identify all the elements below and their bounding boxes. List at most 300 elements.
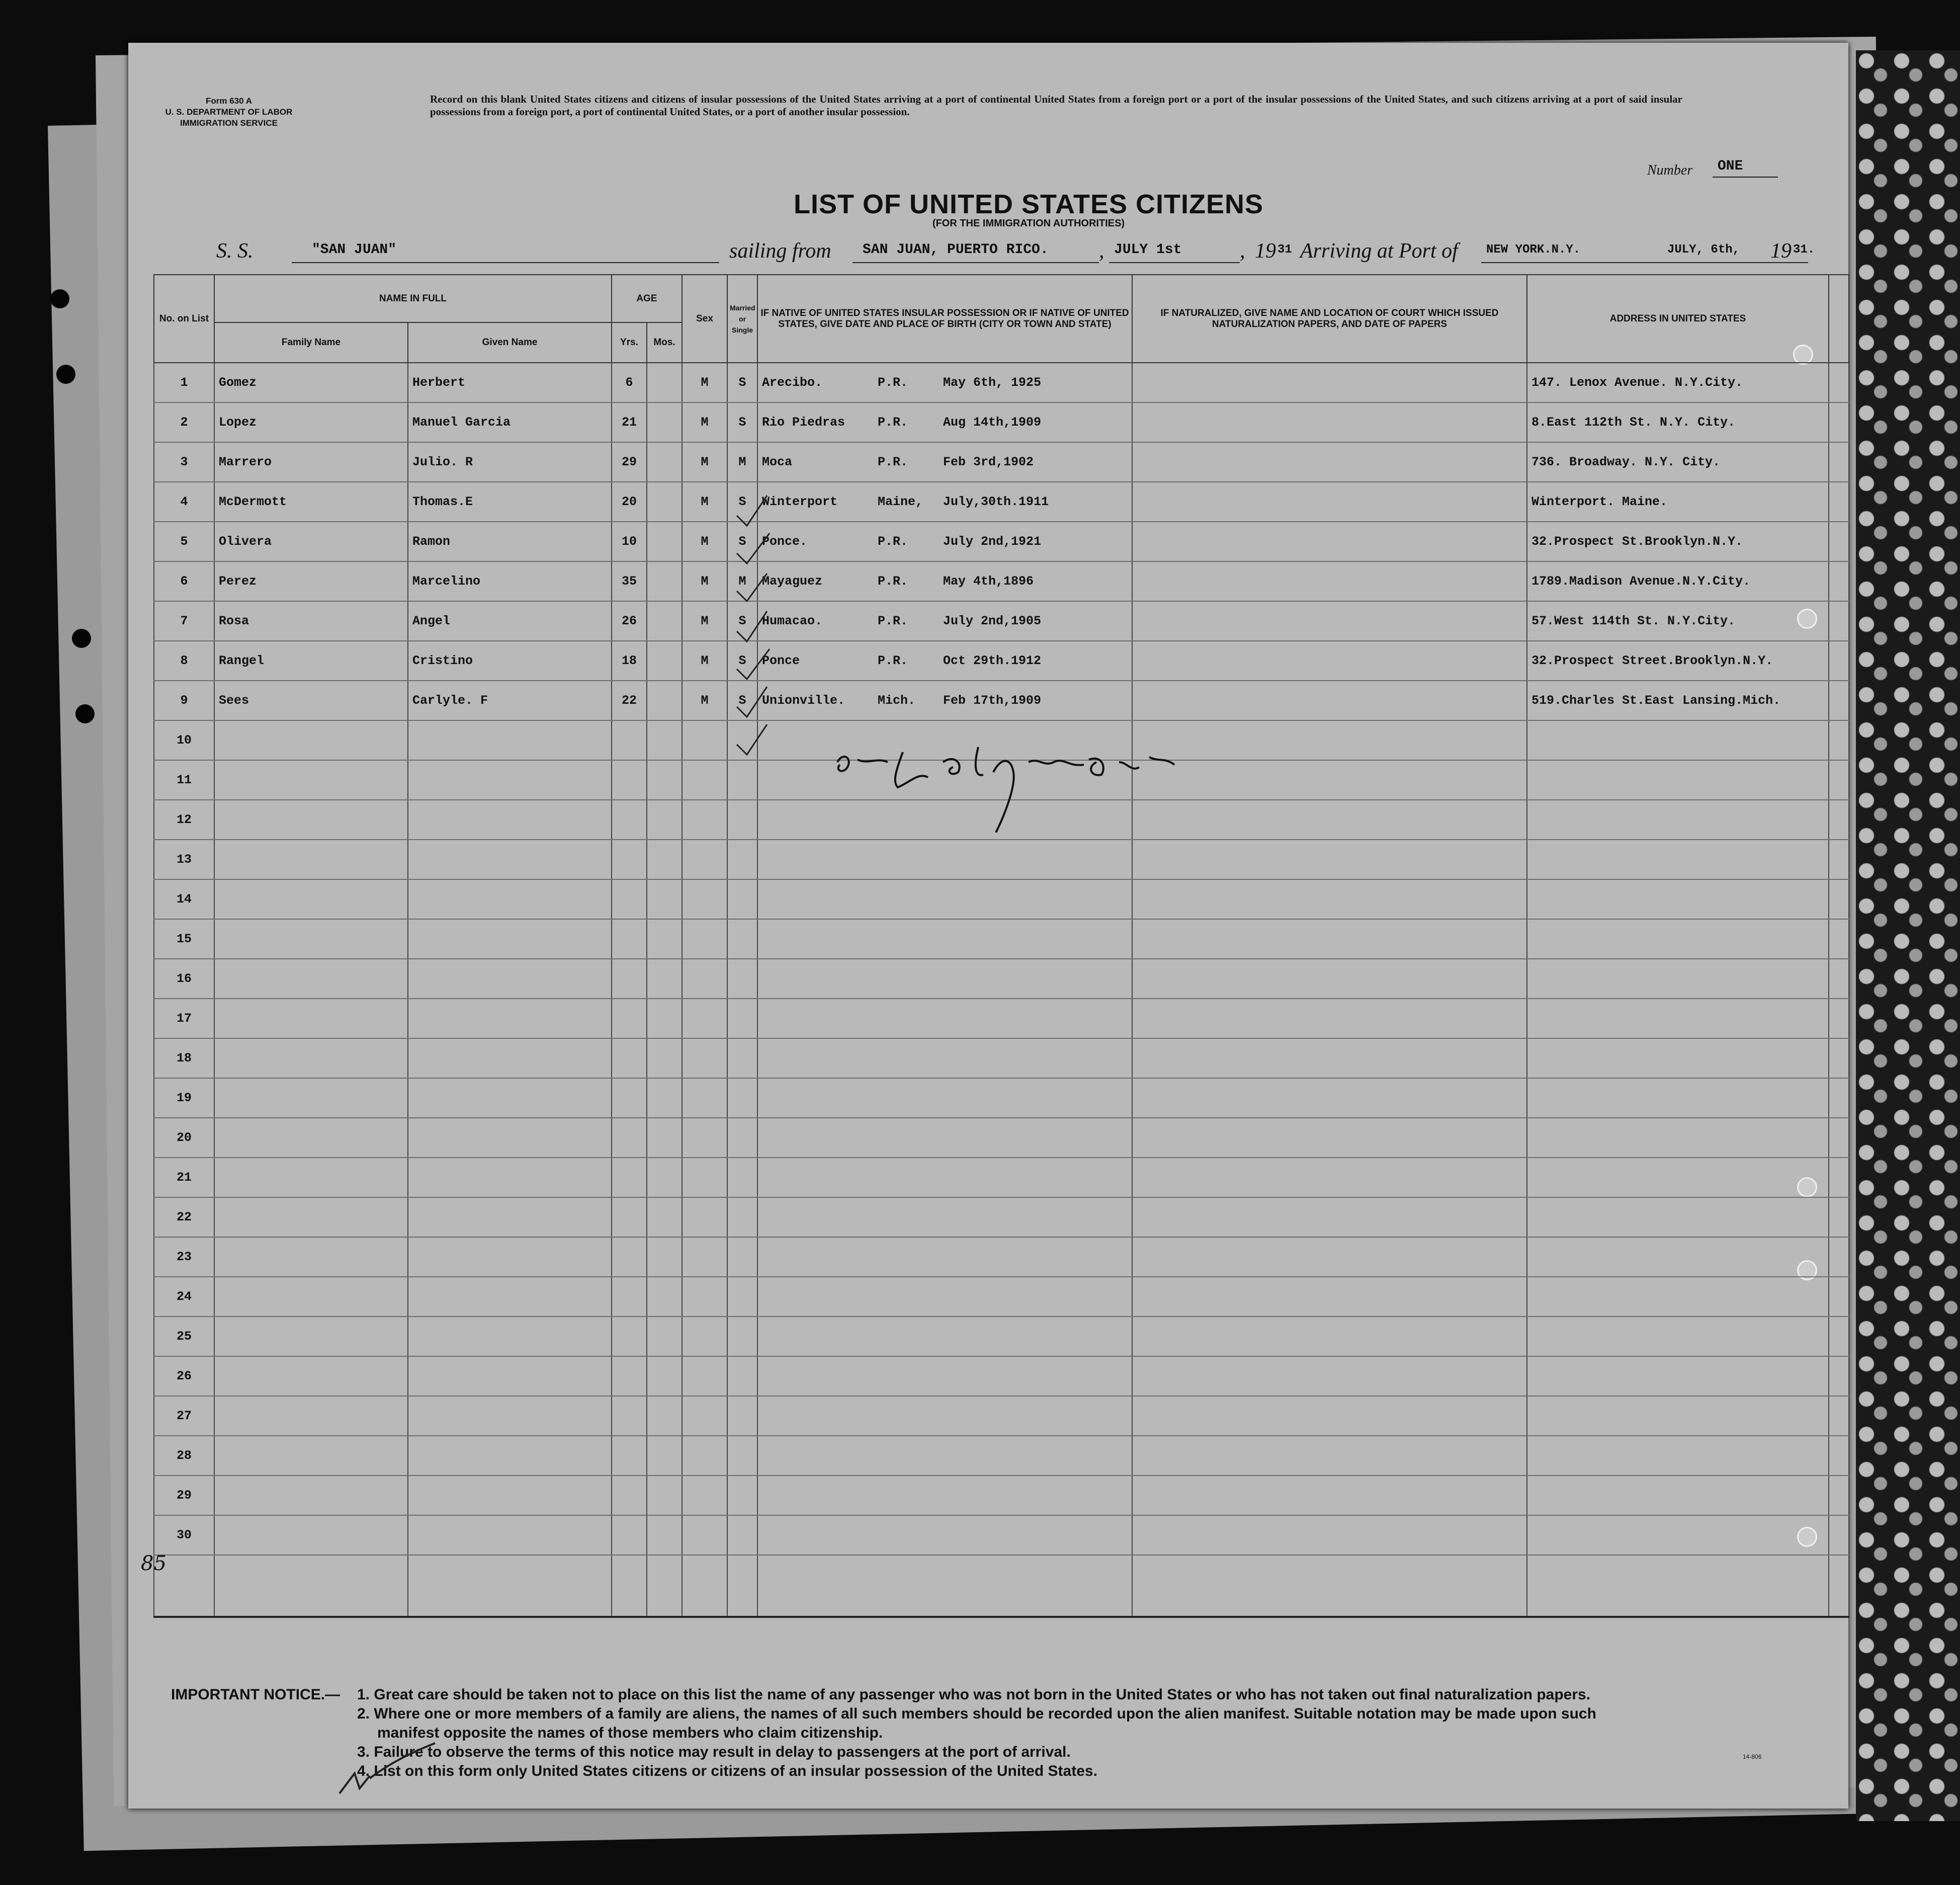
- table-row: [154, 402, 1849, 442]
- table-row: [154, 1396, 1849, 1436]
- birth-info: [757, 601, 1132, 641]
- table-row: [154, 482, 1849, 522]
- empty-cell: [682, 800, 727, 840]
- empty-cell: [682, 1317, 727, 1356]
- empty-cell: [727, 1237, 757, 1277]
- binder-hole: [75, 704, 95, 723]
- empty-cell: [682, 1038, 727, 1078]
- empty-cell: [727, 1038, 757, 1078]
- empty-cell: [757, 879, 1132, 919]
- row-number: 14: [154, 879, 214, 919]
- empty-cell: [1132, 1555, 1527, 1617]
- birth-state: P.R.: [878, 614, 908, 628]
- empty-cell: [757, 959, 1132, 999]
- empty-cell: [1829, 840, 1849, 879]
- empty-cell: [612, 1277, 647, 1317]
- empty-cell: [647, 1396, 682, 1436]
- blank-cell: [1829, 561, 1849, 601]
- family-name: Olivera: [214, 522, 408, 561]
- empty-cell: [1527, 1396, 1829, 1436]
- column-header-name: NAME IN FULL: [214, 275, 612, 322]
- us-address: 57.West 114th St. N.Y.City.: [1527, 601, 1829, 641]
- empty-cell: [682, 1118, 727, 1158]
- blank-cell: [1829, 601, 1849, 641]
- empty-cell: [757, 840, 1132, 879]
- blank-cell: [1829, 442, 1849, 482]
- marital-status: S: [727, 522, 757, 561]
- marital-status: S: [727, 363, 757, 402]
- empty-cell: [408, 1038, 612, 1078]
- row-number: 18: [154, 1038, 214, 1078]
- arrival-year-suffix: 31.: [1793, 243, 1815, 257]
- given-name: Herbert: [408, 363, 612, 402]
- empty-cell: [682, 1158, 727, 1197]
- empty-cell: [1829, 1197, 1849, 1237]
- age-months: [647, 402, 682, 442]
- empty-cell: [408, 1555, 612, 1617]
- age-months: [647, 522, 682, 561]
- empty-cell: [647, 1515, 682, 1555]
- marital-status: S: [727, 402, 757, 442]
- birth-place: Arecibo.: [762, 375, 823, 390]
- sailing-from-label: sailing from: [729, 239, 831, 263]
- empty-cell: [612, 1237, 647, 1277]
- comma: ,: [1099, 239, 1104, 263]
- sailing-date: JULY 1st: [1114, 242, 1182, 258]
- column-header-blank: [1829, 275, 1849, 363]
- naturalization-info: [1132, 601, 1527, 641]
- empty-cell: [1132, 1436, 1527, 1476]
- us-address: 147. Lenox Avenue. N.Y.City.: [1527, 363, 1829, 402]
- row-number: 10: [154, 720, 214, 760]
- sailing-year-suffix: 31: [1277, 243, 1292, 257]
- marital-status: S: [727, 601, 757, 641]
- birth-place: Unionville.: [762, 693, 845, 708]
- age-years: 6: [612, 363, 647, 402]
- column-header-yrs: Yrs.: [612, 322, 647, 363]
- empty-cell: [682, 1078, 727, 1118]
- family-name: McDermott: [214, 482, 408, 522]
- empty-cell: [408, 919, 612, 959]
- row-number: 4: [154, 482, 214, 522]
- empty-cell: [612, 919, 647, 959]
- row-number: 9: [154, 681, 214, 720]
- table-row: [154, 1038, 1849, 1078]
- empty-cell: [757, 919, 1132, 959]
- row-number: 1: [154, 363, 214, 402]
- column-header-given: Given Name: [408, 322, 612, 363]
- us-address: 736. Broadway. N.Y. City.: [1527, 442, 1829, 482]
- birth-date: May 4th,1896: [943, 574, 1034, 589]
- age-months: [647, 482, 682, 522]
- age-months: [647, 601, 682, 641]
- table-row: [154, 1118, 1849, 1158]
- empty-cell: [1132, 1317, 1527, 1356]
- empty-cell: [682, 720, 727, 760]
- row-number: 30: [154, 1515, 214, 1555]
- empty-cell: [757, 1356, 1132, 1396]
- empty-cell: [1527, 1476, 1829, 1515]
- empty-cell: [214, 720, 408, 760]
- empty-cell: [1527, 1118, 1829, 1158]
- birth-date: Feb 3rd,1902: [943, 455, 1034, 469]
- empty-cell: [1527, 800, 1829, 840]
- empty-cell: [1829, 959, 1849, 999]
- empty-cell: [612, 1396, 647, 1436]
- birth-info: [757, 482, 1132, 522]
- table-row: [154, 840, 1849, 879]
- empty-cell: [647, 919, 682, 959]
- empty-cell: [682, 1555, 727, 1617]
- empty-cell: [1527, 1158, 1829, 1197]
- empty-cell: [757, 1038, 1132, 1078]
- age-years: 10: [612, 522, 647, 561]
- blank-cell: [1829, 522, 1849, 561]
- column-header-age: AGE: [612, 275, 682, 322]
- underline: [853, 262, 1099, 263]
- empty-cell: [214, 840, 408, 879]
- empty-cell: [1829, 1436, 1849, 1476]
- empty-cell: [1527, 999, 1829, 1038]
- empty-cell: [408, 1158, 612, 1197]
- empty-cell: [1829, 1555, 1849, 1617]
- empty-cell: [1829, 879, 1849, 919]
- empty-cell: [1132, 999, 1527, 1038]
- arrival-year-prefix: 19: [1770, 239, 1792, 263]
- blank-cell: [1829, 363, 1849, 402]
- given-name: Manuel Garcia: [408, 402, 612, 442]
- empty-cell: [727, 1158, 757, 1197]
- empty-cell: [1527, 1237, 1829, 1277]
- empty-cell: [612, 840, 647, 879]
- empty-cell: [408, 1118, 612, 1158]
- empty-cell: [1132, 959, 1527, 999]
- family-name: Gomez: [214, 363, 408, 402]
- empty-cell: [647, 1436, 682, 1476]
- empty-cell: [757, 1396, 1132, 1436]
- empty-cell: [408, 1356, 612, 1396]
- empty-cell: [647, 800, 682, 840]
- empty-cell: [408, 1317, 612, 1356]
- empty-cell: [757, 1237, 1132, 1277]
- empty-cell: [647, 1078, 682, 1118]
- us-address: 1789.Madison Avenue.N.Y.City.: [1527, 561, 1829, 601]
- empty-cell: [612, 760, 647, 800]
- naturalization-info: [1132, 442, 1527, 482]
- naturalization-info: [1132, 561, 1527, 601]
- blank-cell: [1829, 681, 1849, 720]
- empty-cell: [1132, 1356, 1527, 1396]
- empty-cell: [1527, 1555, 1829, 1617]
- empty-cell: [214, 1118, 408, 1158]
- empty-cell: [727, 1317, 757, 1356]
- birth-state: P.R.: [878, 375, 908, 390]
- empty-cell: [1527, 840, 1829, 879]
- empty-cell: [647, 959, 682, 999]
- birth-info: [757, 363, 1132, 402]
- empty-cell: [757, 1197, 1132, 1237]
- sex: M: [682, 522, 727, 561]
- empty-cell: [647, 1356, 682, 1396]
- empty-cell: [1527, 1078, 1829, 1118]
- table-row: [154, 1317, 1849, 1356]
- empty-cell: [1132, 1515, 1527, 1555]
- empty-cell: [408, 959, 612, 999]
- table-row: [154, 879, 1849, 919]
- empty-cell: [214, 760, 408, 800]
- birth-date: July 2nd,1921: [943, 534, 1042, 549]
- empty-cell: [647, 1038, 682, 1078]
- table-row: [154, 999, 1849, 1038]
- blank-cell: [1829, 482, 1849, 522]
- blank-cell: [1829, 641, 1849, 681]
- empty-cell: [682, 1515, 727, 1555]
- empty-cell: [408, 720, 612, 760]
- empty-cell: [647, 1555, 682, 1617]
- row-number: 15: [154, 919, 214, 959]
- notice-item: 1. Great care should be taken not to place on this list the name of any passenger who was not born in the United States or who has not taken out final naturalization papers.: [357, 1686, 1591, 1703]
- birth-info: [757, 442, 1132, 482]
- row-number: 28: [154, 1436, 214, 1476]
- table-row: [154, 561, 1849, 601]
- empty-cell: [727, 1078, 757, 1118]
- table-row: [154, 1158, 1849, 1197]
- given-name: Julio. R: [408, 442, 612, 482]
- birth-info: [757, 561, 1132, 601]
- empty-cell: [214, 1237, 408, 1277]
- sex: M: [682, 442, 727, 482]
- empty-cell: [1527, 1038, 1829, 1078]
- empty-cell: [408, 1078, 612, 1118]
- birth-info: [757, 681, 1132, 720]
- birth-date: July 2nd,1905: [943, 614, 1042, 628]
- binder-hole: [50, 289, 69, 308]
- table-row: [154, 1237, 1849, 1277]
- empty-cell: [1829, 1356, 1849, 1396]
- row-number: 19: [154, 1078, 214, 1118]
- table-row: [154, 442, 1849, 482]
- empty-cell: [1132, 919, 1527, 959]
- birth-state: P.R.: [878, 653, 908, 668]
- empty-cell: [214, 1277, 408, 1317]
- empty-cell: [1527, 760, 1829, 800]
- table-row: [154, 601, 1849, 641]
- empty-cell: [1527, 959, 1829, 999]
- birth-place: Ponce: [762, 653, 800, 668]
- given-name: Thomas.E: [408, 482, 612, 522]
- empty-cell: [1132, 1158, 1527, 1197]
- empty-cell: [757, 1436, 1132, 1476]
- empty-cell: [1527, 1436, 1829, 1476]
- comma: ,: [1240, 239, 1245, 263]
- list-number-value: ONE: [1718, 158, 1743, 174]
- row-number: 25: [154, 1317, 214, 1356]
- empty-cell: [727, 1436, 757, 1476]
- marital-status: S: [727, 641, 757, 681]
- row-number: 6: [154, 561, 214, 601]
- row-number: 5: [154, 522, 214, 561]
- empty-cell: [612, 1158, 647, 1197]
- table-row: [154, 1078, 1849, 1118]
- underline: [1109, 262, 1240, 263]
- table-row: [154, 681, 1849, 720]
- empty-cell: [1132, 840, 1527, 879]
- family-name: Perez: [214, 561, 408, 601]
- empty-cell: [1132, 1038, 1527, 1078]
- empty-cell: [647, 840, 682, 879]
- manifest-page: [128, 43, 1848, 1809]
- empty-cell: [727, 1555, 757, 1617]
- empty-cell: [408, 1237, 612, 1277]
- empty-cell: [682, 879, 727, 919]
- empty-cell: [1527, 1515, 1829, 1555]
- empty-cell: [214, 1158, 408, 1197]
- empty-cell: [214, 879, 408, 919]
- notice-heading: IMPORTANT NOTICE.—: [171, 1686, 340, 1703]
- age-months: [647, 641, 682, 681]
- birth-place: Winterport: [762, 495, 838, 509]
- marital-status: M: [727, 561, 757, 601]
- row-number: 24: [154, 1277, 214, 1317]
- empty-cell: [727, 1118, 757, 1158]
- sex: M: [682, 561, 727, 601]
- empty-cell: [408, 1515, 612, 1555]
- empty-cell: [1132, 1396, 1527, 1436]
- birth-state: P.R.: [878, 455, 908, 469]
- empty-cell: [1829, 919, 1849, 959]
- row-number: 2: [154, 402, 214, 442]
- column-header-address: ADDRESS IN UNITED STATES: [1527, 275, 1829, 363]
- table-row: [154, 1476, 1849, 1515]
- empty-cell: [727, 800, 757, 840]
- empty-cell: [727, 1515, 757, 1555]
- column-header-birth: IF NATIVE OF UNITED STATES INSULAR POSSESSION OR IF NATIVE OF UNITED STATES, GIVE DATE AND PLACE OF BIRTH (CITY OR TOWN AND STATE): [757, 275, 1132, 363]
- empty-cell: [214, 800, 408, 840]
- age-years: 29: [612, 442, 647, 482]
- row-number: 7: [154, 601, 214, 641]
- row-number: 27: [154, 1396, 214, 1436]
- empty-cell: [1829, 1515, 1849, 1555]
- empty-cell: [682, 760, 727, 800]
- row-number: 22: [154, 1197, 214, 1237]
- family-name: Rangel: [214, 641, 408, 681]
- birth-state: P.R.: [878, 534, 908, 549]
- empty-cell: [1527, 919, 1829, 959]
- us-address: 8.East 112th St. N.Y. City.: [1527, 402, 1829, 442]
- marital-status: M: [727, 442, 757, 482]
- empty-cell: [647, 720, 682, 760]
- empty-cell: [612, 999, 647, 1038]
- age-years: 26: [612, 601, 647, 641]
- row-number: 3: [154, 442, 214, 482]
- empty-cell: [1829, 1158, 1849, 1197]
- empty-cell: [682, 1197, 727, 1237]
- empty-cell: [1132, 1237, 1527, 1277]
- age-years: 35: [612, 561, 647, 601]
- empty-cell: [1527, 879, 1829, 919]
- empty-cell: [214, 1515, 408, 1555]
- empty-cell: [647, 879, 682, 919]
- birth-date: May 6th, 1925: [943, 375, 1042, 390]
- empty-cell: [1829, 999, 1849, 1038]
- empty-cell: [1132, 879, 1527, 919]
- sex: M: [682, 641, 727, 681]
- empty-cell: [214, 1356, 408, 1396]
- us-address: 32.Prospect Street.Brooklyn.N.Y.: [1527, 641, 1829, 681]
- empty-cell: [647, 760, 682, 800]
- sex: M: [682, 601, 727, 641]
- empty-cell: [1829, 1277, 1849, 1317]
- table-row: [154, 522, 1849, 561]
- empty-cell: [1527, 1277, 1829, 1317]
- empty-cell: [1829, 800, 1849, 840]
- table-row: [154, 919, 1849, 959]
- empty-cell: [408, 1197, 612, 1237]
- underline: [1713, 177, 1778, 178]
- empty-cell: [757, 1158, 1132, 1197]
- empty-cell: [1527, 1197, 1829, 1237]
- empty-cell: [727, 1476, 757, 1515]
- birth-state: Maine,: [878, 495, 923, 509]
- page-title: LIST OF UNITED STATES CITIZENS: [794, 189, 1263, 219]
- table-row: [154, 1436, 1849, 1476]
- empty-cell: [1132, 1118, 1527, 1158]
- empty-cell: [612, 1356, 647, 1396]
- row-number: 21: [154, 1158, 214, 1197]
- notice-item: manifest opposite the names of those members who claim citizenship.: [377, 1725, 883, 1741]
- age-years: 18: [612, 641, 647, 681]
- column-header-naturalized: IF NATURALIZED, GIVE NAME AND LOCATION OF COURT WHICH ISSUED NATURALIZATION PAPERS, AND DATE OF PAPERS: [1132, 275, 1527, 363]
- empty-cell: [727, 1197, 757, 1237]
- age-years: 20: [612, 482, 647, 522]
- birth-place: Rio Piedras: [762, 415, 845, 430]
- empty-cell: [612, 1197, 647, 1237]
- empty-cell: [727, 959, 757, 999]
- empty-cell: [612, 879, 647, 919]
- given-name: Marcelino: [408, 561, 612, 601]
- empty-cell: [1829, 1038, 1849, 1078]
- age-months: [647, 442, 682, 482]
- age-years: 22: [612, 681, 647, 720]
- table-row: [154, 641, 1849, 681]
- column-header-no: No. on List: [154, 275, 214, 363]
- empty-cell: [214, 919, 408, 959]
- empty-cell: [612, 800, 647, 840]
- birth-info: [757, 402, 1132, 442]
- empty-cell: [1132, 1277, 1527, 1317]
- empty-cell: [1829, 1078, 1849, 1118]
- sex: M: [682, 681, 727, 720]
- empty-cell: [214, 1476, 408, 1515]
- underline: [1481, 262, 1808, 263]
- family-name: Marrero: [214, 442, 408, 482]
- notice-item: 4. List on this form only United States citizens or citizens of an insular possession of the United States.: [357, 1763, 1097, 1779]
- empty-cell: [757, 1476, 1132, 1515]
- birth-state: P.R.: [878, 574, 908, 589]
- empty-cell: [1829, 1396, 1849, 1436]
- birth-date: Feb 17th,1909: [943, 693, 1042, 708]
- empty-cell: [757, 1277, 1132, 1317]
- row-number: 12: [154, 800, 214, 840]
- empty-cell: [1829, 1476, 1849, 1515]
- empty-cell: [1829, 1237, 1849, 1277]
- birth-place: Ponce.: [762, 534, 808, 549]
- birth-place: Humacao.: [762, 614, 823, 628]
- ship-name: "SAN JUAN": [312, 242, 397, 258]
- empty-cell: [1527, 1356, 1829, 1396]
- arrival-port: NEW YORK.N.Y.: [1486, 243, 1581, 257]
- birth-date: July,30th.1911: [943, 495, 1049, 509]
